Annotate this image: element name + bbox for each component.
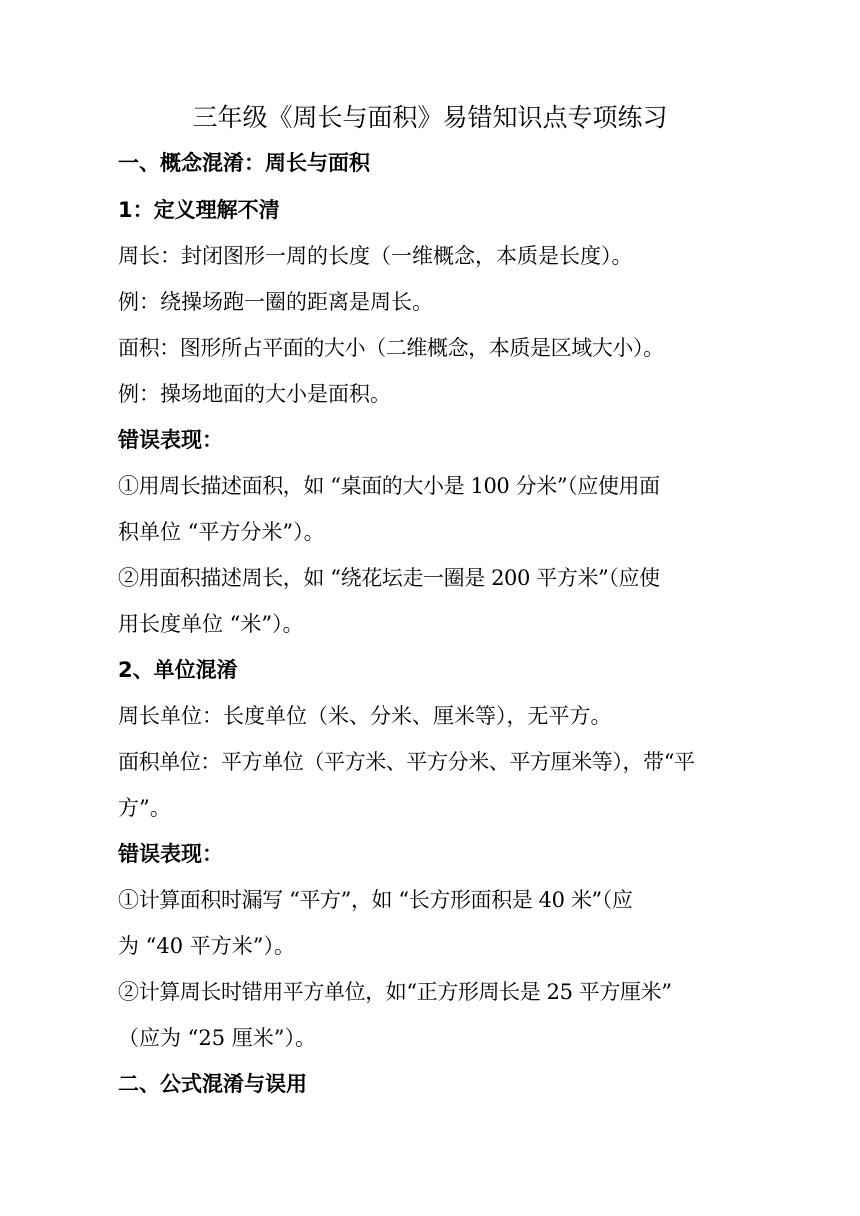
label-error-performance-2: 错误表现：	[118, 842, 223, 866]
section-heading-formula: 二、公式混淆与误用	[118, 1072, 307, 1096]
subheading-definition: 1：定义理解不清	[118, 198, 280, 222]
paragraph-perimeter-definition: 周长：封闭图形一周的长度（一维概念，本质是长度）。	[118, 244, 633, 268]
paragraph-error-3-line-2: 为 “40 平方米”）。	[118, 934, 296, 958]
paragraph-area-definition: 面积：图形所占平面的大小（二维概念，本质是区域大小）。	[118, 336, 664, 360]
subheading-unit-confusion: 2、单位混淆	[118, 658, 238, 682]
paragraph-error-1-line-2: 积单位 “平方分米”）。	[118, 520, 325, 544]
paragraph-error-4-line-1: ②计算周长时错用平方单位，如“正方形周长是 25 平方厘米”	[118, 980, 672, 1004]
paragraph-error-4-line-2: （应为 “25 厘米”）。	[118, 1026, 317, 1050]
paragraph-error-2-line-1: ②用面积描述周长，如 “绕花坛走一圈是 200 平方米”（应使	[118, 566, 660, 590]
label-error-performance: 错误表现：	[118, 428, 223, 452]
paragraph-perimeter-example: 例：绕操场跑一圈的距离是周长。	[118, 290, 433, 314]
paragraph-perimeter-unit: 周长单位：长度单位（米、分米、厘米等），无平方。	[118, 704, 612, 728]
paragraph-error-1-line-1: ①用周长描述面积，如 “桌面的大小是 100 分米”（应使用面	[118, 474, 660, 498]
paragraph-area-example: 例：操场地面的大小是面积。	[118, 382, 391, 406]
document-title: 三年级《周长与面积》易错知识点专项练习	[192, 103, 668, 132]
paragraph-error-3-line-1: ①计算面积时漏写 “平方”，如 “长方形面积是 40 米”（应	[118, 888, 633, 912]
paragraph-error-2-line-2: 用长度单位 “米”）。	[118, 612, 304, 636]
paragraph-area-unit-line-2: 方”。	[118, 796, 171, 820]
paragraph-area-unit-line-1: 面积单位：平方单位（平方米、平方分米、平方厘米等），带“平	[118, 750, 695, 774]
section-heading-concept: 一、概念混淆：周长与面积	[118, 151, 370, 175]
